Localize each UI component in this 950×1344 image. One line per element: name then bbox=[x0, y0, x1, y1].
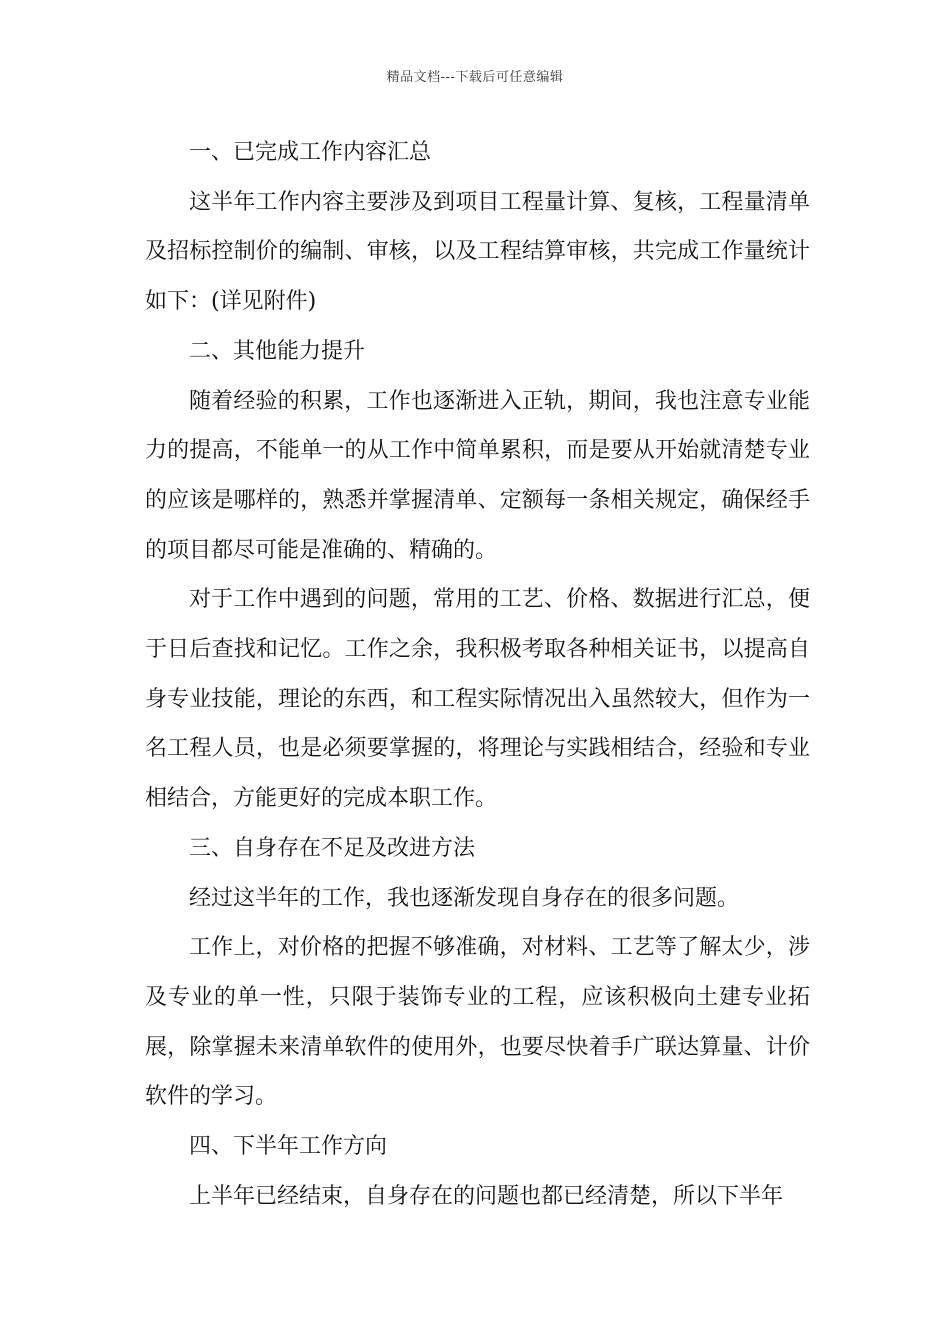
paragraph: 经过这半年的工作，我也逐渐发现自身存在的很多问题。 bbox=[189, 885, 740, 911]
section-heading-3: 三、自身存在不足及改进方法 bbox=[189, 835, 476, 861]
document-body bbox=[145, 128, 810, 1221]
section-heading-1: 一、已完成工作内容汇总 bbox=[189, 140, 432, 165]
section-heading-2: 二、其他能力提升 bbox=[189, 338, 366, 364]
paragraph: 这半年工作内容主要涉及到项目工程量计算、复核，工程量清单及招标控制价的编制、审核，以及工程结算审核，共完成工作量统计如下：(详见附件) bbox=[145, 189, 810, 315]
section-heading-4: 四、下半年工作方向 bbox=[189, 1134, 388, 1160]
paragraph: 随着经验的积累，工作也逐渐进入正轨，期间，我也注意专业能力的提高，不能单一的从工作中简单累积，而是要从开始就清楚专业的应该是哪样的，熟悉并掌握清单、定额每一条相关规定，确保经手的项目都尽可能是准确的、精确的。 bbox=[145, 388, 810, 563]
page-header: 精品文档---下载后可任意编辑 bbox=[386, 70, 564, 85]
paragraph: 工作上，对价格的把握不够准确，对材料、工艺等了解太少，涉及专业的单一性，只限于装饰专业的工程，应该积极向土建专业拓展，除掌握未来清单软件的使用外，也要尽快着手广联达算量、计价软件的学习。 bbox=[145, 935, 810, 1110]
paragraph: 上半年已经结束，自身存在的问题也都已经清楚，所以下半年 bbox=[189, 1183, 784, 1209]
paragraph: 对于工作中遇到的问题，常用的工艺、价格、数据进行汇总，便于日后查找和记忆。工作之余，我积极考取各种相关证书，以提高自身专业技能，理论的东西，和工程实际情况出入虽然较大，但作为一名工程人员，也是必须要掌握的，将理论与实践相结合，经验和专业相结合，方能更好的完成本职工作。 bbox=[145, 587, 810, 812]
